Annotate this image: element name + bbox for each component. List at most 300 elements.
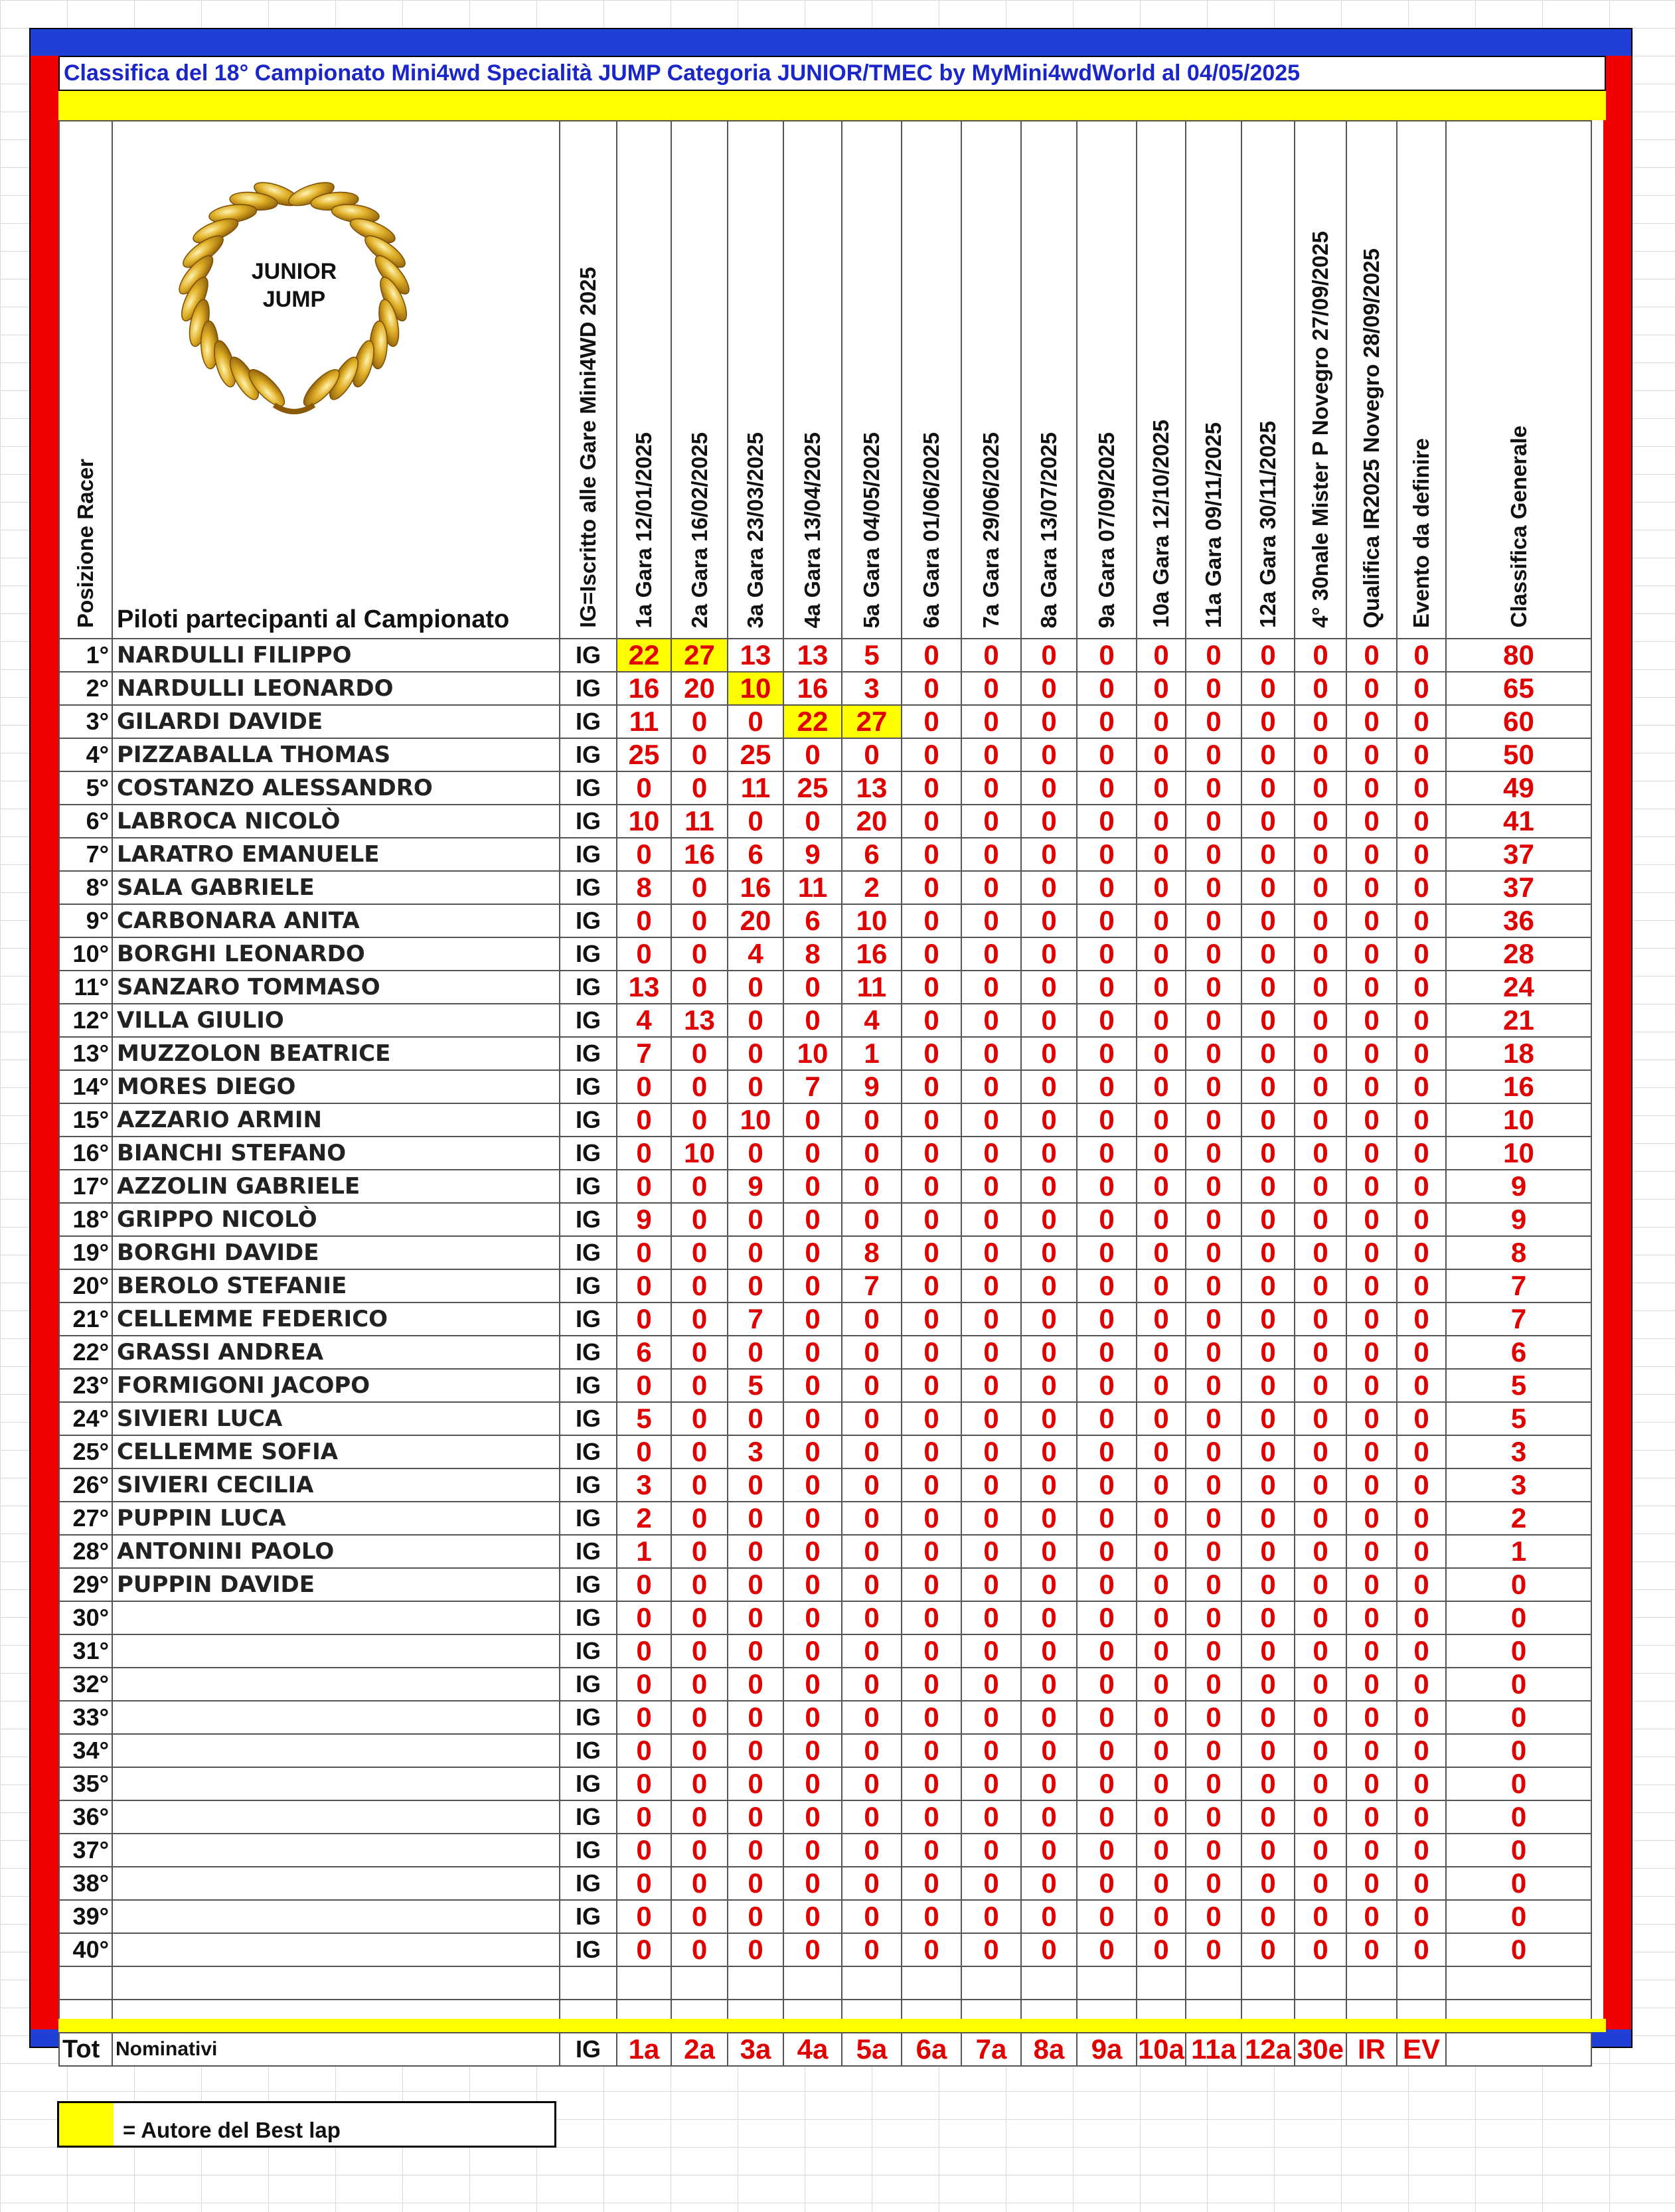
- score-cell: 8: [842, 1236, 902, 1269]
- empty-cell: [1295, 1966, 1346, 2000]
- score-cell: 0: [1295, 1634, 1346, 1668]
- position-cell: 35°: [59, 1767, 112, 1800]
- score-cell: 2: [842, 871, 902, 904]
- score-cell: 13: [728, 639, 783, 672]
- score-cell: 0: [1397, 1468, 1446, 1502]
- score-cell: 0: [842, 1734, 902, 1767]
- score-cell: 0: [617, 1236, 671, 1269]
- score-cell: 0: [671, 871, 728, 904]
- score-cell: 0: [902, 771, 961, 805]
- score-cell: 0: [617, 838, 671, 871]
- score-cell: 0: [961, 1170, 1021, 1203]
- driver-name-cell: LABROCA NICOLÒ: [112, 805, 560, 838]
- enrolled-cell: IG: [560, 1236, 617, 1269]
- score-cell: 0: [617, 1303, 671, 1336]
- table-row: [59, 805, 1591, 838]
- header-race-15: [1397, 121, 1446, 639]
- score-cell: 0: [902, 838, 961, 871]
- position-cell: 8°: [59, 871, 112, 904]
- score-cell: 0: [842, 1502, 902, 1535]
- frame-right-bar: [1603, 56, 1631, 2032]
- score-cell: 0: [1295, 1070, 1346, 1103]
- driver-name-cell: SALA GABRIELE: [112, 871, 560, 904]
- score-cell: 0: [728, 1336, 783, 1369]
- footer-yellow-strip: [58, 2019, 1606, 2032]
- score-cell: 3: [617, 1468, 671, 1502]
- score-cell: 0: [783, 805, 842, 838]
- score-cell: 0: [961, 1103, 1021, 1137]
- score-cell: 0: [1186, 1834, 1241, 1867]
- score-cell: 0: [1241, 971, 1295, 1004]
- score-cell: 0: [1186, 1137, 1241, 1170]
- score-cell: 0: [1021, 1369, 1077, 1402]
- table-row: [59, 1369, 1591, 1402]
- score-cell: 0: [1021, 1668, 1077, 1701]
- score-cell: 9: [617, 1203, 671, 1236]
- score-cell: 0: [1186, 1070, 1241, 1103]
- empty-cell: [59, 1966, 112, 2000]
- score-cell: 0: [902, 738, 961, 771]
- score-cell: 0: [783, 1800, 842, 1834]
- total-cell: 0: [1446, 1734, 1591, 1767]
- score-cell: 0: [902, 1867, 961, 1900]
- driver-name-cell: BEROLO STEFANIE: [112, 1269, 560, 1303]
- table-row: [59, 1468, 1591, 1502]
- driver-name-cell: GILARDI DAVIDE: [112, 705, 560, 738]
- score-cell: 0: [1137, 1800, 1186, 1834]
- score-cell: 0: [1021, 1800, 1077, 1834]
- score-cell: 0: [842, 1601, 902, 1634]
- score-cell: 0: [671, 1933, 728, 1966]
- score-cell: 0: [1241, 705, 1295, 738]
- enrolled-cell: IG: [560, 1269, 617, 1303]
- score-cell: 0: [1186, 1800, 1241, 1834]
- score-cell: 0: [1346, 1037, 1397, 1070]
- score-cell: 0: [1137, 937, 1186, 971]
- header-race-9: [1077, 121, 1137, 639]
- table-row: [59, 1137, 1591, 1170]
- score-cell: 0: [902, 971, 961, 1004]
- empty-cell: [112, 1966, 560, 2000]
- race-code-cell: EV: [1397, 2033, 1446, 2066]
- score-cell: 0: [902, 1834, 961, 1867]
- score-cell: 0: [902, 1004, 961, 1037]
- score-cell: 0: [1021, 971, 1077, 1004]
- score-cell: 0: [1077, 1269, 1137, 1303]
- score-cell: 0: [1186, 771, 1241, 805]
- score-cell: 0: [783, 1701, 842, 1734]
- score-cell: 0: [1137, 1867, 1186, 1900]
- score-cell: 0: [1077, 1170, 1137, 1203]
- score-cell: 0: [1137, 1834, 1186, 1867]
- score-cell: 0: [1346, 1468, 1397, 1502]
- score-cell: 0: [1021, 738, 1077, 771]
- score-cell: 0: [1346, 1834, 1397, 1867]
- score-cell: 0: [1241, 937, 1295, 971]
- score-cell: 0: [1137, 705, 1186, 738]
- score-cell: 0: [728, 1535, 783, 1568]
- score-cell: 0: [617, 1170, 671, 1203]
- score-cell: 0: [1077, 1502, 1137, 1535]
- enrolled-cell: IG: [560, 1535, 617, 1568]
- score-cell: 0: [1397, 1269, 1446, 1303]
- score-cell: 0: [671, 1601, 728, 1634]
- score-cell: 0: [961, 1402, 1021, 1435]
- position-cell: 12°: [59, 1004, 112, 1037]
- score-cell: 0: [728, 1037, 783, 1070]
- score-cell: 0: [728, 1568, 783, 1601]
- score-cell: 0: [1295, 1402, 1346, 1435]
- driver-name-cell: LARATRO EMANUELE: [112, 838, 560, 871]
- table-row: [59, 1834, 1591, 1867]
- legend-box: [57, 2101, 556, 2148]
- score-cell: 0: [671, 1070, 728, 1103]
- race-code-cell: 12a: [1241, 2033, 1295, 2066]
- enrolled-cell: IG: [560, 1701, 617, 1734]
- score-cell: 0: [1295, 1170, 1346, 1203]
- table-row: [59, 1933, 1591, 1966]
- score-cell: 0: [1346, 1933, 1397, 1966]
- score-cell: 0: [842, 1767, 902, 1800]
- score-cell: 0: [1021, 1203, 1077, 1236]
- score-cell: 0: [961, 1900, 1021, 1933]
- score-cell: 0: [1295, 1701, 1346, 1734]
- score-cell: 0: [1295, 1303, 1346, 1336]
- score-cell: 1: [842, 1037, 902, 1070]
- score-cell: 0: [961, 805, 1021, 838]
- score-cell: 27: [842, 705, 902, 738]
- score-cell: 0: [1137, 1203, 1186, 1236]
- totals-row: [59, 2033, 1591, 2066]
- score-cell: 0: [1021, 1468, 1077, 1502]
- score-cell: 0: [1186, 971, 1241, 1004]
- score-cell: 0: [1397, 805, 1446, 838]
- score-cell: 0: [617, 1834, 671, 1867]
- score-cell: 0: [1346, 1535, 1397, 1568]
- score-cell: 5: [617, 1402, 671, 1435]
- table-row: [59, 1170, 1591, 1203]
- legend-text: = Autore del Best lap: [123, 2118, 341, 2142]
- score-cell: 0: [671, 1800, 728, 1834]
- score-cell: 0: [617, 1634, 671, 1668]
- score-cell: 3: [842, 672, 902, 705]
- total-cell: 8: [1446, 1236, 1591, 1269]
- score-cell: 0: [1241, 1435, 1295, 1468]
- total-cell: 10: [1446, 1137, 1591, 1170]
- position-cell: 1°: [59, 639, 112, 672]
- score-cell: 0: [1346, 805, 1397, 838]
- enrolled-cell: IG: [560, 1568, 617, 1601]
- score-cell: 0: [1346, 1236, 1397, 1269]
- score-cell: 0: [1241, 871, 1295, 904]
- total-cell: 0: [1446, 1900, 1591, 1933]
- enrolled-cell: IG: [560, 871, 617, 904]
- score-cell: 0: [617, 1933, 671, 1966]
- enrolled-cell: IG: [560, 1933, 617, 1966]
- total-cell: 5: [1446, 1402, 1591, 1435]
- empty-cell: [961, 1966, 1021, 2000]
- score-cell: 0: [1077, 937, 1137, 971]
- score-cell: 13: [617, 971, 671, 1004]
- score-cell: 0: [1241, 1402, 1295, 1435]
- score-cell: 0: [728, 1137, 783, 1170]
- score-cell: 0: [1346, 771, 1397, 805]
- score-cell: 0: [1346, 1734, 1397, 1767]
- position-cell: 2°: [59, 672, 112, 705]
- score-cell: 0: [783, 1269, 842, 1303]
- table-row: [59, 904, 1591, 937]
- score-cell: 0: [1137, 1402, 1186, 1435]
- score-cell: 0: [671, 1502, 728, 1535]
- header-race-14-text: Qualifica IR2025 Novegro 28/09/2025: [1359, 248, 1384, 628]
- score-cell: 0: [1397, 738, 1446, 771]
- position-cell: 20°: [59, 1269, 112, 1303]
- score-cell: 0: [1021, 1137, 1077, 1170]
- score-cell: 0: [1137, 871, 1186, 904]
- position-cell: 38°: [59, 1867, 112, 1900]
- score-cell: 0: [902, 1369, 961, 1402]
- score-cell: 0: [961, 705, 1021, 738]
- total-cell: 0: [1446, 1800, 1591, 1834]
- score-cell: 0: [1346, 1701, 1397, 1734]
- score-cell: 0: [1346, 1004, 1397, 1037]
- score-cell: 0: [1346, 1767, 1397, 1800]
- score-cell: 0: [1021, 1734, 1077, 1767]
- score-cell: 0: [1397, 1103, 1446, 1137]
- header-race-11-text: 11a Gara 09/11/2025: [1201, 422, 1226, 628]
- score-cell: 0: [1021, 1435, 1077, 1468]
- total-cell: 65: [1446, 672, 1591, 705]
- score-cell: 0: [1397, 1369, 1446, 1402]
- score-cell: 0: [1077, 1800, 1137, 1834]
- total-cell: 6: [1446, 1336, 1591, 1369]
- score-cell: 0: [1295, 871, 1346, 904]
- score-cell: 0: [902, 672, 961, 705]
- score-cell: 0: [671, 1867, 728, 1900]
- empty-row: [59, 1966, 1591, 2000]
- position-cell: 28°: [59, 1535, 112, 1568]
- score-cell: 0: [1346, 904, 1397, 937]
- score-cell: 0: [1021, 1103, 1077, 1137]
- score-cell: 0: [1295, 672, 1346, 705]
- table-row: [59, 1303, 1591, 1336]
- score-cell: 0: [1397, 871, 1446, 904]
- empty-cell: [1446, 1966, 1591, 2000]
- score-cell: 0: [1137, 1303, 1186, 1336]
- score-cell: 6: [728, 838, 783, 871]
- score-cell: 0: [1021, 1170, 1077, 1203]
- score-cell: 27: [671, 639, 728, 672]
- empty-cell: [728, 1966, 783, 2000]
- score-cell: 0: [1021, 1269, 1077, 1303]
- score-cell: 0: [1077, 1037, 1137, 1070]
- score-cell: 0: [1397, 1601, 1446, 1634]
- empty-cell: [1137, 1966, 1186, 2000]
- enrolled-cell: IG: [560, 1734, 617, 1767]
- score-cell: 0: [961, 1502, 1021, 1535]
- score-cell: 0: [1137, 639, 1186, 672]
- score-cell: 0: [1346, 971, 1397, 1004]
- score-cell: 0: [1346, 1269, 1397, 1303]
- enrolled-cell: IG: [560, 771, 617, 805]
- score-cell: 0: [961, 771, 1021, 805]
- score-cell: 0: [902, 1402, 961, 1435]
- enrolled-cell: IG: [560, 1502, 617, 1535]
- empty-cell: [1021, 1966, 1077, 2000]
- score-cell: 0: [961, 672, 1021, 705]
- score-cell: 0: [1295, 1900, 1346, 1933]
- empty-cell: [560, 1966, 617, 2000]
- empty-cell: [783, 1966, 842, 2000]
- score-cell: 0: [617, 1734, 671, 1767]
- header-race-9-text: 9a Gara 07/09/2025: [1094, 432, 1119, 628]
- score-cell: 0: [961, 1568, 1021, 1601]
- driver-name-cell: [112, 1734, 560, 1767]
- score-cell: 0: [1137, 1535, 1186, 1568]
- score-cell: 0: [1137, 771, 1186, 805]
- total-cell: 50: [1446, 738, 1591, 771]
- score-cell: 0: [1397, 1402, 1446, 1435]
- score-cell: 0: [783, 738, 842, 771]
- driver-name-cell: GRASSI ANDREA: [112, 1336, 560, 1369]
- score-cell: 0: [902, 1103, 961, 1137]
- driver-name-cell: [112, 1867, 560, 1900]
- position-cell: 40°: [59, 1933, 112, 1966]
- score-cell: 0: [1077, 971, 1137, 1004]
- best-lap-swatch: [59, 2103, 114, 2146]
- score-cell: 0: [1295, 1668, 1346, 1701]
- score-cell: 0: [1295, 1236, 1346, 1269]
- score-cell: 0: [1137, 904, 1186, 937]
- empty-cell: [902, 1966, 961, 2000]
- score-cell: 0: [671, 1767, 728, 1800]
- score-cell: 0: [1137, 1336, 1186, 1369]
- position-cell: 34°: [59, 1734, 112, 1767]
- score-cell: 0: [961, 1269, 1021, 1303]
- score-cell: 4: [617, 1004, 671, 1037]
- position-cell: 6°: [59, 805, 112, 838]
- enrolled-cell: IG: [560, 738, 617, 771]
- score-cell: 10: [671, 1137, 728, 1170]
- score-cell: 0: [1397, 1137, 1446, 1170]
- total-cell: 41: [1446, 805, 1591, 838]
- score-cell: 0: [728, 1867, 783, 1900]
- score-cell: 0: [1186, 1900, 1241, 1933]
- score-cell: 0: [671, 1170, 728, 1203]
- score-cell: 0: [842, 1535, 902, 1568]
- score-cell: 20: [671, 672, 728, 705]
- score-cell: 0: [1021, 1701, 1077, 1734]
- score-cell: 0: [1186, 738, 1241, 771]
- score-cell: 6: [783, 904, 842, 937]
- score-cell: 0: [1077, 1070, 1137, 1103]
- race-code-cell: 10a: [1137, 2033, 1185, 2065]
- score-cell: 0: [1186, 1435, 1241, 1468]
- score-cell: 10: [728, 1103, 783, 1137]
- race-code-cell: 30e: [1295, 2033, 1346, 2066]
- score-cell: 0: [902, 805, 961, 838]
- header-race-8: [1021, 121, 1077, 639]
- score-cell: 0: [1077, 805, 1137, 838]
- score-cell: 0: [617, 1767, 671, 1800]
- score-cell: 0: [1397, 1634, 1446, 1668]
- score-cell: 0: [1241, 1269, 1295, 1303]
- score-cell: 0: [783, 1402, 842, 1435]
- enrolled-cell: IG: [560, 672, 617, 705]
- wreath-ribbon: [274, 405, 314, 412]
- driver-name-cell: AZZARIO ARMIN: [112, 1103, 560, 1137]
- enrolled-cell: IG: [560, 971, 617, 1004]
- score-cell: 0: [1295, 1336, 1346, 1369]
- score-cell: 0: [1346, 838, 1397, 871]
- score-cell: 0: [961, 1435, 1021, 1468]
- header-race-6: [902, 121, 961, 639]
- enrolled-cell: IG: [560, 1004, 617, 1037]
- score-cell: 0: [617, 1800, 671, 1834]
- table-row: [59, 1668, 1591, 1701]
- score-cell: 0: [1137, 1004, 1186, 1037]
- table-row: [59, 1435, 1591, 1468]
- score-cell: 0: [728, 1402, 783, 1435]
- total-cell: 0: [1446, 1933, 1591, 1966]
- score-cell: 0: [783, 1767, 842, 1800]
- position-cell: 29°: [59, 1568, 112, 1601]
- score-cell: 16: [783, 672, 842, 705]
- header-race-7: [961, 121, 1021, 639]
- enrolled-cell: IG: [560, 1402, 617, 1435]
- score-cell: 9: [842, 1070, 902, 1103]
- score-cell: 0: [961, 1369, 1021, 1402]
- score-cell: 0: [961, 1800, 1021, 1834]
- score-cell: 0: [671, 1900, 728, 1933]
- score-cell: 0: [1397, 1170, 1446, 1203]
- score-cell: 0: [617, 1435, 671, 1468]
- score-cell: 0: [902, 1468, 961, 1502]
- score-cell: 10: [728, 672, 783, 705]
- score-cell: 0: [1186, 1336, 1241, 1369]
- header-race-12-text: 12a Gara 30/11/2025: [1255, 421, 1280, 628]
- race-code-cell: IR: [1346, 2033, 1397, 2066]
- score-cell: 0: [1241, 1734, 1295, 1767]
- score-cell: 0: [842, 1701, 902, 1734]
- score-cell: 0: [1077, 1701, 1137, 1734]
- driver-name-cell: [112, 1668, 560, 1701]
- driver-name-cell: [112, 1933, 560, 1966]
- score-cell: 0: [1137, 672, 1186, 705]
- total-cell: 5: [1446, 1369, 1591, 1402]
- score-cell: 0: [1241, 1568, 1295, 1601]
- score-cell: 0: [1186, 1502, 1241, 1535]
- race-code-cell: 6a: [902, 2033, 961, 2066]
- enrolled-cell: IG: [560, 1900, 617, 1933]
- header-race-11: [1186, 121, 1241, 639]
- score-cell: 0: [1241, 1535, 1295, 1568]
- driver-name-cell: BORGHI DAVIDE: [112, 1236, 560, 1269]
- driver-name-cell: NARDULLI FILIPPO: [112, 639, 560, 672]
- score-cell: 0: [1295, 1203, 1346, 1236]
- score-cell: 0: [1397, 672, 1446, 705]
- score-cell: 0: [1186, 1535, 1241, 1568]
- score-cell: 0: [1346, 1668, 1397, 1701]
- score-cell: 0: [728, 1734, 783, 1767]
- score-cell: 0: [1397, 771, 1446, 805]
- score-cell: 0: [1346, 705, 1397, 738]
- score-cell: 0: [671, 1734, 728, 1767]
- score-cell: 0: [1295, 1037, 1346, 1070]
- frame-left-bar: [31, 56, 58, 2032]
- driver-name-cell: [112, 1701, 560, 1734]
- score-cell: 0: [783, 1203, 842, 1236]
